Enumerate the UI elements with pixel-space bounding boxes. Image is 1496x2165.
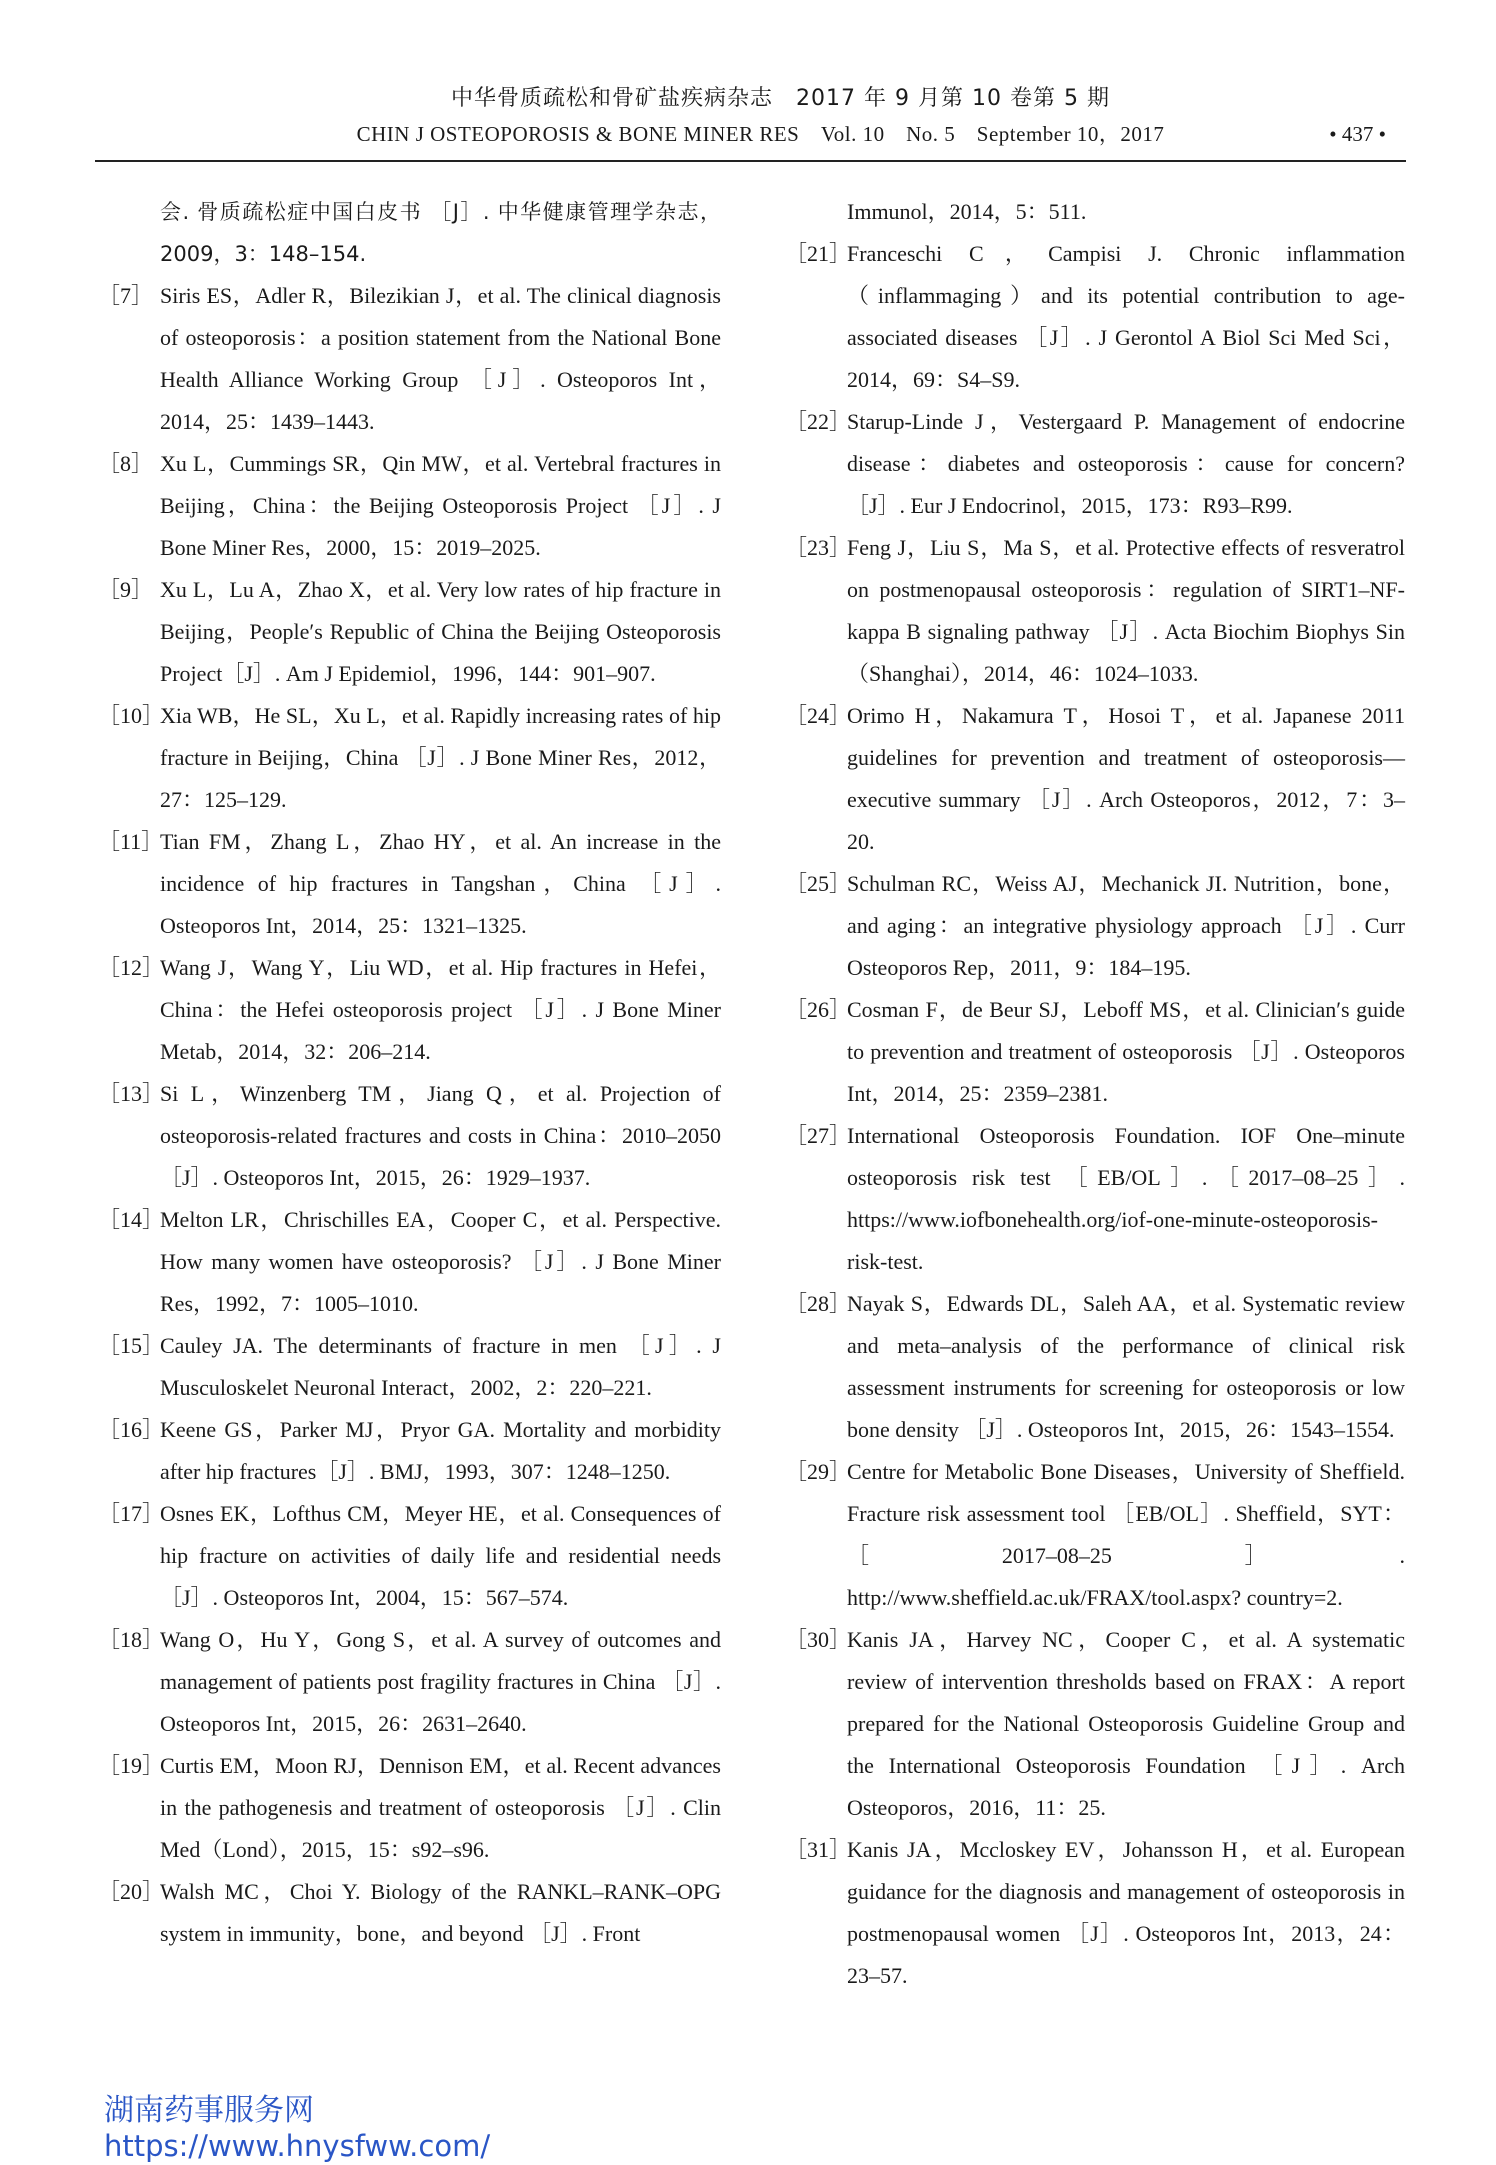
reference-text: Schulman RC，Weiss AJ，Mechanick JI. Nutrition，bone，and aging：an integrative physiology approach ［J］. Curr Osteoporos Rep，2011，9：184–195. [847, 871, 1405, 980]
reference-number: ［9］ [98, 577, 154, 602]
reference-text: Cosman F，de Beur SJ，Leboff MS，et al. Clinician′s guide to prevention and treatment of osteoporosis ［J］. Osteoporos Int，2014，25：2359–2381. [847, 997, 1405, 1106]
reference-text: Immunol，2014，5：511. [847, 199, 1087, 224]
reference-text: Franceschi C，Campisi J. Chronic inflammation（inflammaging）and its potential contribution to age-associated diseases ［J］. J Gerontol A Biol Sci Med Sci，2014，69：S4–S9. [847, 241, 1405, 392]
reference-number: ［23］ [785, 535, 852, 560]
reference-number: ［22］ [785, 409, 852, 434]
reference-number: ［28］ [785, 1291, 852, 1316]
reference-list [98, 275, 721, 1955]
reference-text: Si L，Winzenberg TM，Jiang Q，et al. Projection of osteoporosis-related fractures and costs in China：2010–2050 ［J］. Osteoporos Int，2015，26：1929–1937. [160, 1081, 721, 1190]
reference-text: Centre for Metabolic Bone Diseases，University of Sheffield. Fracture risk assessment tool ［EB/OL］. Sheffield，SYT：［2017–08–25］. http://www.sheffield.ac.uk/FRAX/tool.aspx? country=2. [847, 1459, 1405, 1610]
reference-text: International Osteoporosis Foundation. IOF One–minute osteoporosis risk test ［EB/OL］.［2017–08–25］. https://www.iofbonehealth.org/iof-one-minute-osteoporosis-risk-test. [847, 1123, 1405, 1274]
watermark-site-name: 湖南药事服务网 [104, 2093, 314, 2128]
reference-item [98, 1325, 721, 1409]
reference-text: Xia WB，He SL，Xu L，et al. Rapidly increasing rates of hip fracture in Beijing，China ［J］. J Bone Miner Res，2012，27：125–129. [160, 703, 721, 812]
reference-text: Melton LR，Chrischilles EA，Cooper C，et al. Perspective. How many women have osteoporosis? ［J］. J Bone Miner Res，1992，7：1005–1010. [160, 1207, 721, 1316]
reference-item [98, 569, 721, 695]
reference-number: ［25］ [785, 871, 852, 896]
reference-item [98, 1745, 721, 1871]
page-number: • 437 • [1329, 122, 1386, 146]
watermark-url[interactable]: https://www.hnysfww.com/ [104, 2129, 491, 2163]
reference-item [98, 1409, 721, 1493]
reference-item [98, 821, 721, 947]
reference-text: Xu L，Lu A，Zhao X，et al. Very low rates of hip fracture in Beijing，People′s Republic of China the Beijing Osteoporosis Project［J］. Am J Epidemiol，1996，144：901–907. [160, 577, 721, 686]
reference-item [98, 275, 721, 443]
reference-text: Xu L，Cummings SR，Qin MW，et al. Vertebral fractures in Beijing，China：the Beijing Osteoporosis Project ［J］. J Bone Miner Res，2000，15：2019–2025. [160, 451, 721, 560]
reference-number: ［30］ [785, 1627, 852, 1652]
reference-text: Kanis JA，Harvey NC，Cooper C，et al. A systematic review of intervention thresholds based on FRAX：A report prepared for the National Osteoporosis Guideline Group and the International Osteoporosis Foundation ［J］. Arch Osteoporos，2016，11：25. [847, 1627, 1405, 1820]
reference-number: ［15］ [98, 1333, 165, 1358]
reference-number: ［29］ [785, 1459, 852, 1484]
reference-item [785, 989, 1405, 1115]
reference-item [98, 1619, 721, 1745]
reference-number: ［11］ [98, 829, 164, 854]
reference-item [785, 695, 1405, 863]
reference-text: 会. 骨质疏松症中国白皮书 ［J］. 中华健康管理学杂志，2009，3：148–154. [160, 200, 721, 266]
reference-number: ［7］ [98, 283, 154, 308]
reference-item [98, 1073, 721, 1199]
page-header [95, 82, 1406, 152]
reference-item [98, 443, 721, 569]
reference-number: ［18］ [98, 1627, 165, 1652]
reference-item [785, 1283, 1405, 1451]
reference-text: Siris ES，Adler R，Bilezikian J，et al. The clinical diagnosis of osteoporosis：a position statement from the National Bone Health Alliance Working Group ［J］. Osteoporos Int，2014，25：1439–1443. [160, 283, 721, 434]
reference-number: ［27］ [785, 1123, 852, 1148]
journal-title-cn: 中华骨质疏松和骨矿盐疾病杂志 2017 年 9 月第 10 卷第 5 期 [451, 86, 1110, 111]
reference-number: ［17］ [98, 1501, 165, 1526]
reference-continuation [785, 191, 1405, 233]
reference-text: Wang O，Hu Y，Gong S，et al. A survey of outcomes and management of patients post fragility fractures in China ［J］. Osteoporos Int，2015，26：2631–2640. [160, 1627, 721, 1736]
header-en-row [95, 116, 1406, 152]
reference-number: ［14］ [98, 1207, 165, 1232]
reference-number: ［20］ [98, 1879, 165, 1904]
journal-title-en: CHIN J OSTEOPOROSIS & BONE MINER RES Vol. 10 No. 5 September 10，2017 [356, 122, 1165, 146]
reference-text: Osnes EK，Lofthus CM，Meyer HE，et al. Consequences of hip fracture on activities of daily life and residential needs ［J］. Osteoporos Int，2004，15：567–574. [160, 1501, 721, 1610]
references-right-column [785, 191, 1405, 1997]
reference-number: ［26］ [785, 997, 852, 1022]
reference-item [785, 1451, 1405, 1619]
reference-text: Tian FM，Zhang L，Zhao HY，et al. An increase in the incidence of hip fractures in Tangshan，China ［J］. Osteoporos Int，2014，25：1321–1325. [160, 829, 721, 938]
reference-number: ［24］ [785, 703, 852, 728]
reference-item [98, 1199, 721, 1325]
reference-text: Cauley JA. The determinants of fracture in men ［J］. J Musculoskelet Neuronal Interact，2002，2：220–221. [160, 1333, 721, 1400]
reference-text: Wang J，Wang Y，Liu WD，et al. Hip fractures in Hefei，China：the Hefei osteoporosis project ［J］. J Bone Miner Metab，2014，32：206–214. [160, 955, 721, 1064]
reference-text: Starup-Linde J，Vestergaard P. Management of endocrine disease：diabetes and osteoporosis：cause for concern? ［J］. Eur J Endocrinol，2015，173：R93–R99. [847, 409, 1405, 518]
reference-item [785, 527, 1405, 695]
watermark [104, 2093, 490, 2163]
reference-item [98, 947, 721, 1073]
reference-item [785, 1829, 1405, 1997]
reference-list [785, 233, 1405, 1997]
references-left-column [98, 191, 721, 1955]
reference-number: ［12］ [98, 955, 165, 980]
reference-item [785, 863, 1405, 989]
header-divider [95, 160, 1406, 162]
reference-item [785, 401, 1405, 527]
reference-number: ［8］ [98, 451, 154, 476]
reference-text: Keene GS，Parker MJ，Pryor GA. Mortality and morbidity after hip fractures［J］. BMJ，1993，307：1248–1250. [160, 1417, 721, 1484]
reference-continuation [98, 191, 721, 275]
reference-text: Walsh MC，Choi Y. Biology of the RANKL–RANK–OPG system in immunity，bone，and beyond ［J］. Front [160, 1879, 721, 1946]
reference-number: ［13］ [98, 1081, 165, 1106]
reference-item [785, 233, 1405, 401]
reference-number: ［19］ [98, 1753, 165, 1778]
reference-text: Feng J，Liu S，Ma S，et al. Protective effects of resveratrol on postmenopausal osteoporosis：regulation of SIRT1–NF-kappa B signaling pathway ［J］. Acta Biochim Biophys Sin（Shanghai），2014，46：1024–1033. [847, 535, 1405, 686]
reference-item [785, 1619, 1405, 1829]
reference-number: ［21］ [785, 241, 852, 266]
reference-text: Kanis JA，Mccloskey EV，Johansson H，et al. European guidance for the diagnosis and management of osteoporosis in postmenopausal women ［J］. Osteoporos Int，2013，24：23–57. [847, 1837, 1405, 1988]
reference-number: ［10］ [98, 703, 165, 728]
reference-text: Orimo H，Nakamura T，Hosoi T，et al. Japanese 2011 guidelines for prevention and treatment of osteoporosis—executive summary ［J］. Arch Osteoporos，2012，7：3–20. [847, 703, 1405, 854]
reference-number: ［16］ [98, 1417, 165, 1442]
reference-item [98, 695, 721, 821]
reference-text: Curtis EM，Moon RJ，Dennison EM，et al. Recent advances in the pathogenesis and treatment of osteoporosis ［J］. Clin Med（Lond），2015，15：s92–s96. [160, 1753, 721, 1862]
reference-number: ［31］ [785, 1837, 852, 1862]
reference-item [785, 1115, 1405, 1283]
reference-item [98, 1493, 721, 1619]
reference-item [98, 1871, 721, 1955]
reference-text: Nayak S，Edwards DL，Saleh AA，et al. Systematic review and meta–analysis of the performance of clinical risk assessment instruments for screening for osteoporosis or low bone density ［J］. Osteoporos Int，2015，26：1543–1554. [847, 1291, 1405, 1442]
